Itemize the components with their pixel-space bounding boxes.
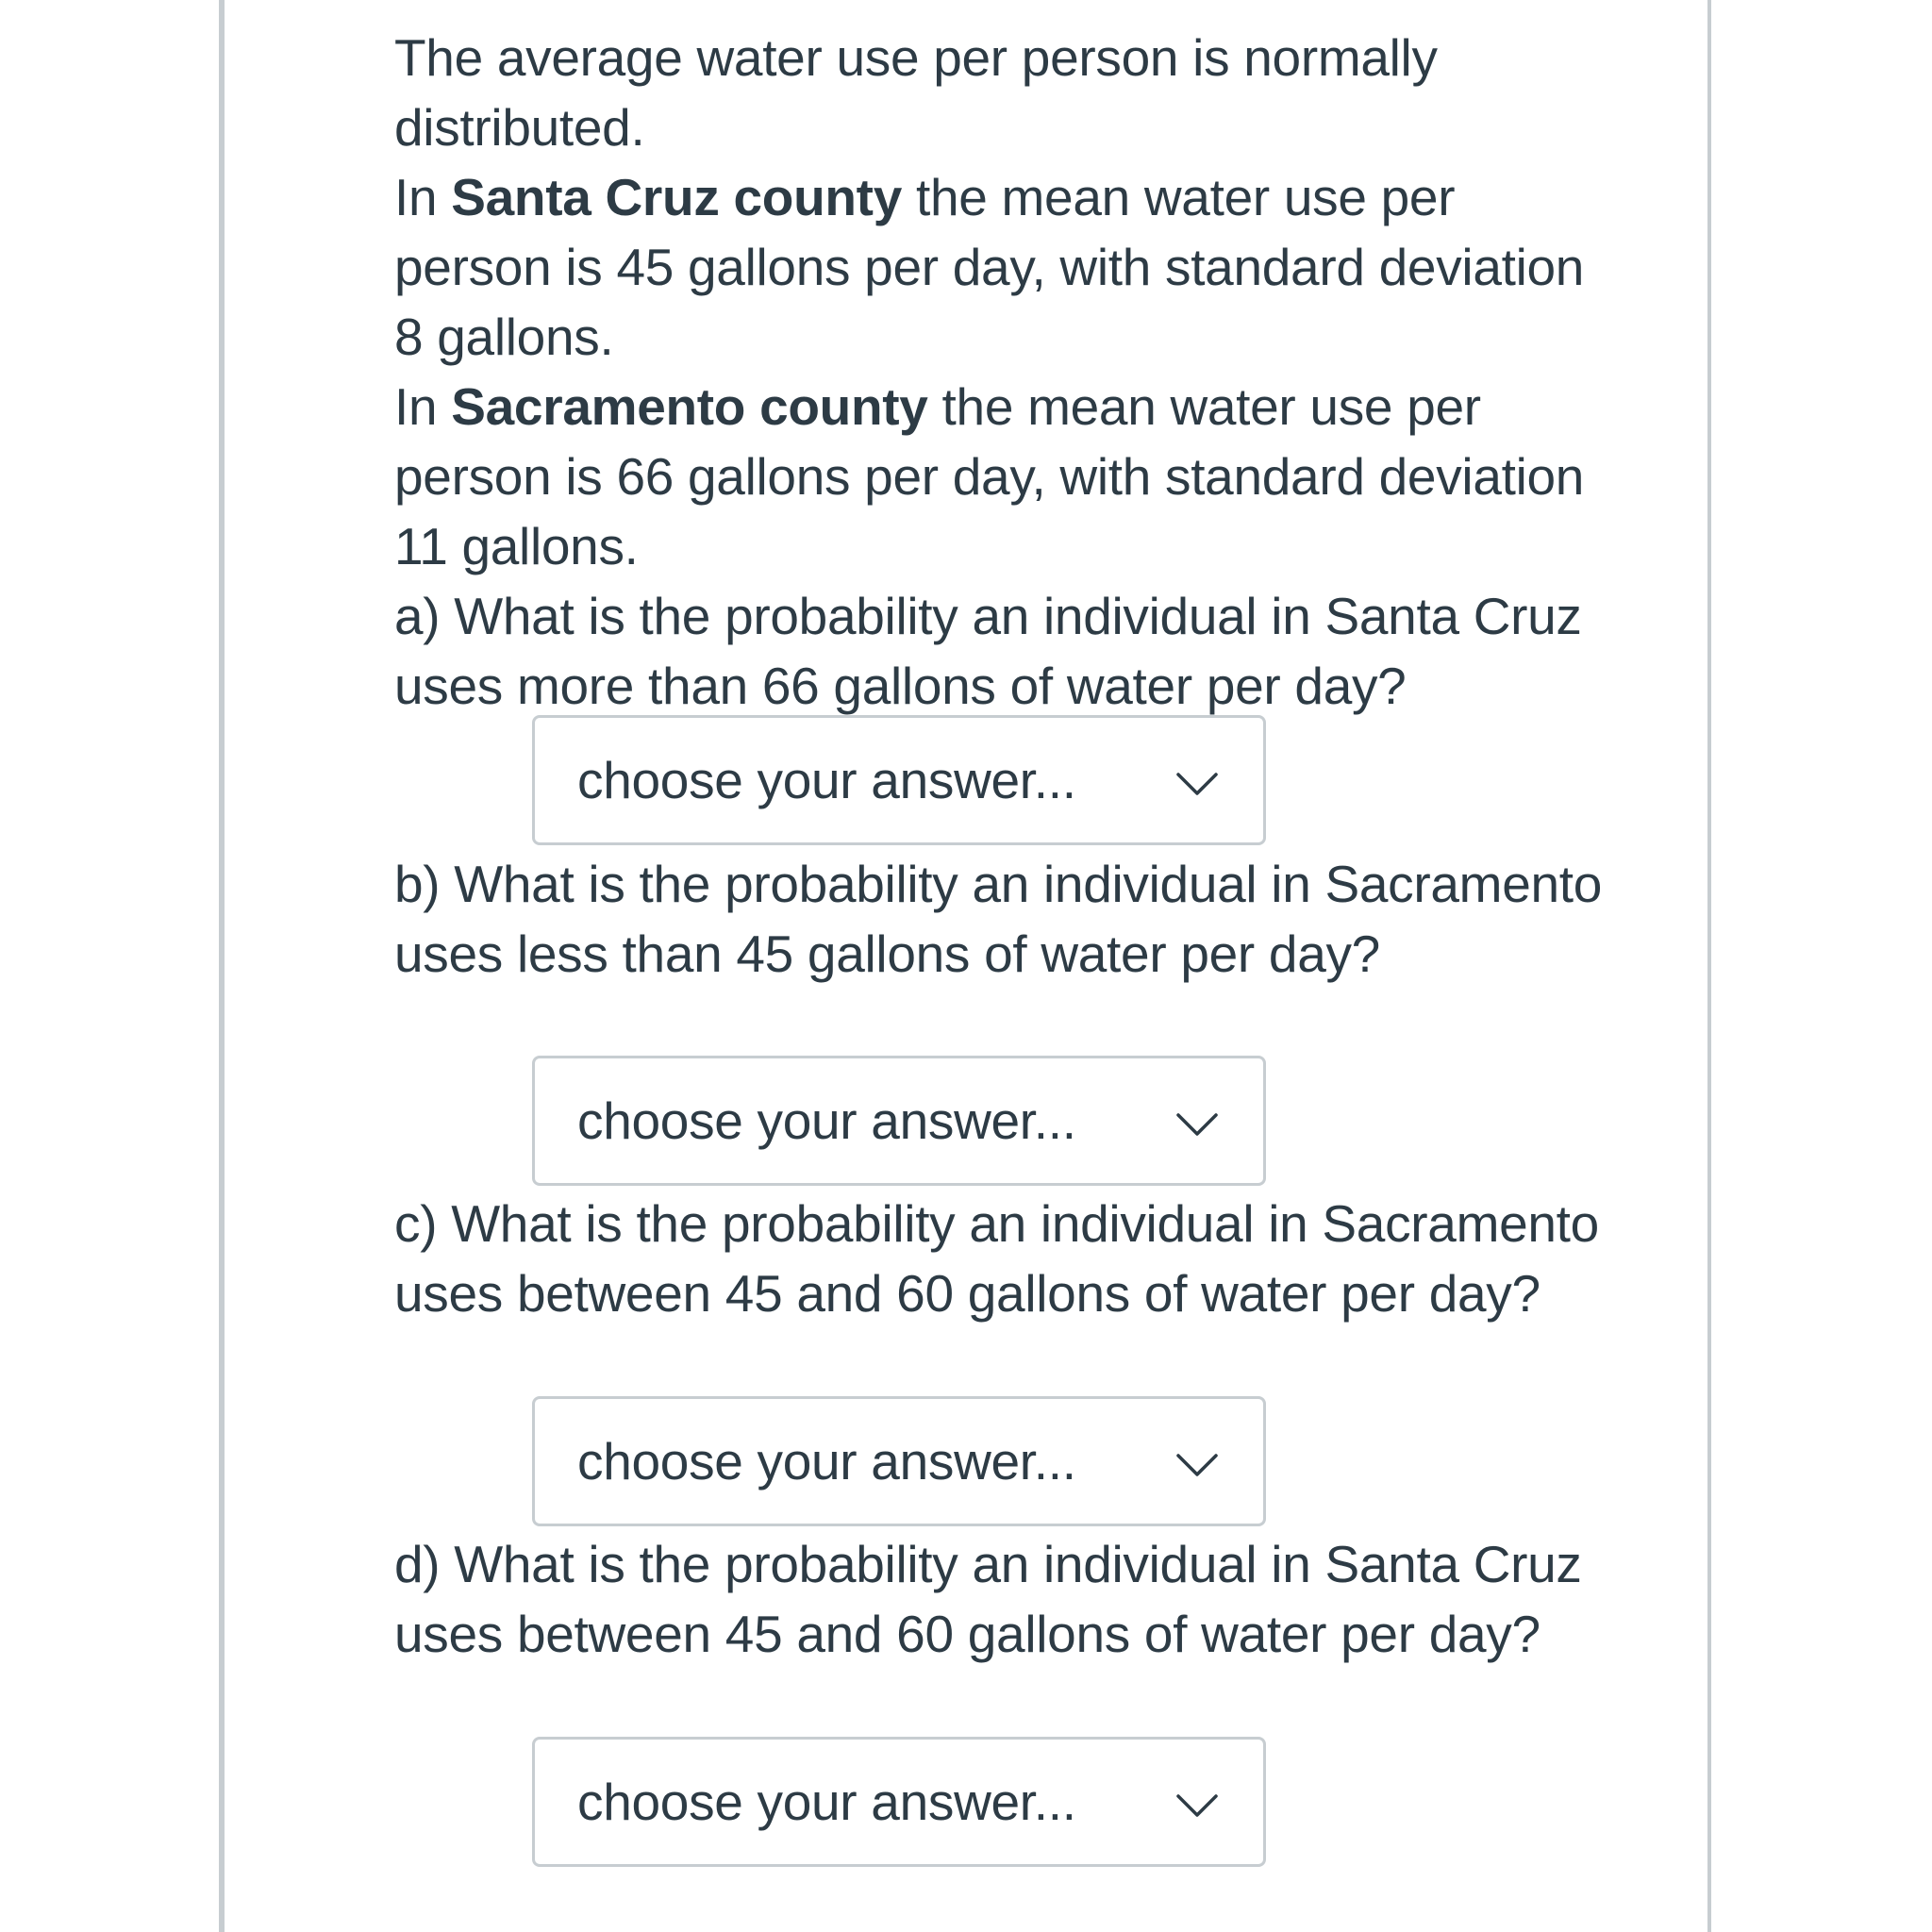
santa-cruz-prefix: In xyxy=(394,168,452,226)
intro-text xyxy=(394,23,1621,721)
answer-select-a[interactable] xyxy=(532,715,1266,845)
sacramento-prefix: In xyxy=(394,377,452,436)
answer-select-d-label: choose your answer... xyxy=(577,1773,1076,1831)
answer-select-c-label: choose your answer... xyxy=(577,1432,1076,1491)
chevron-down-icon xyxy=(1174,761,1220,807)
question-a-text: a) What is the probability an individual in Santa Cruz uses more than 66 gallons of water per day? xyxy=(394,587,1582,715)
sacramento-stats: the mean water use per person is 66 gallons per day, with standard deviation 11 gallons. xyxy=(394,377,1585,575)
question-b-text: b) What is the probability an individual in Sacramento uses less than 45 gallons of water per day? xyxy=(394,855,1603,983)
chevron-down-icon xyxy=(1174,1442,1220,1488)
santa-cruz-county-label: Santa Cruz county xyxy=(451,168,902,226)
answer-select-d[interactable] xyxy=(532,1737,1266,1867)
chevron-down-icon xyxy=(1174,1783,1220,1828)
answer-select-a-label: choose your answer... xyxy=(577,751,1076,809)
question-d-text: d) What is the probability an individual in Santa Cruz uses between 45 and 60 gallons of water per day? xyxy=(394,1535,1582,1663)
intro-line: The average water use per person is normally distributed. xyxy=(394,28,1438,157)
answer-select-b-label: choose your answer... xyxy=(577,1091,1076,1150)
santa-cruz-stats: the mean water use per person is 45 gallons per day, with standard deviation 8 gallons. xyxy=(394,168,1585,366)
question-c-text: c) What is the probability an individual in Sacramento uses between 45 and 60 gallons of water per day? xyxy=(394,1194,1599,1323)
sacramento-county-label: Sacramento county xyxy=(451,377,928,436)
chevron-down-icon xyxy=(1174,1102,1220,1147)
answer-select-b[interactable] xyxy=(532,1056,1266,1186)
answer-select-c[interactable] xyxy=(532,1396,1266,1526)
